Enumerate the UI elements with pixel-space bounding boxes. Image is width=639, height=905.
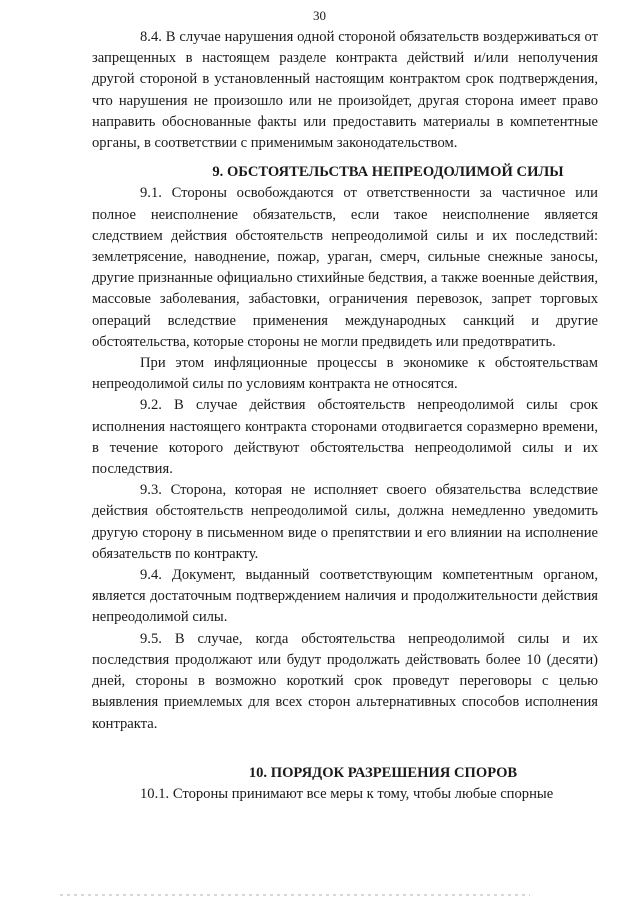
section-10-heading: 10. ПОРЯДОК РАЗРЕШЕНИЯ СПОРОВ <box>248 764 518 781</box>
paragraph-9-1: 9.1. Стороны освобождаются от ответственности за частичное или полное неисполнение обязательств, если такое неисполнение является следствием действия обстоятельств непреодолимой силы и их последствий: землетрясение, наводнение, пожар, ураган, смерч, сильные снежные заносы, другие признанные официально стихийные бедствия, а также военные действия, массовые заболевания, забастовки, ограничения перевозок, запрет торговых операций вследствие применения международных санкций и другие обстоятельства, которые стороны не могли предвидеть или предотвратить. <box>92 185 598 350</box>
paragraph-8-4: 8.4. В случае нарушения одной стороной обязательств воздерживаться от запрещенных в настоящем разделе контракта действий и/или неполучения другой стороной в установленный настоящим контрактом срок подтверждения, что нарушения не произошло или не произойдет, другая сторона имеет право направить обоснованные факты или предоставить материалы в компетентные органы, в соответствии с применимым законодательством. <box>92 29 598 152</box>
paragraph-9-1-inflation: При этом инфляционные процессы в экономике к обстоятельствам непреодолимой силы по условиям контракта не относятся. <box>92 355 598 393</box>
document-body <box>92 27 598 805</box>
paragraph-10-1: 10.1. Стороны принимают все меры к тому, чтобы любые спорные <box>140 785 554 802</box>
section-9-heading: 9. ОБСТОЯТЕЛЬСТВА НЕПРЕОДОЛИМОЙ СИЛЫ <box>212 164 564 181</box>
paragraph-9-5: 9.5. В случае, когда обстоятельства непреодолимой силы и их последствия продолжают или будут продолжать действовать более 10 (десяти) дней, стороны в возможно короткий срок проведут переговоры с целью выявления приемлемых для всех сторон альтернативных способов исполнения контракта. <box>92 630 598 732</box>
scan-edge-line <box>60 894 530 896</box>
paragraph-9-3: 9.3. Сторона, которая не исполняет своего обязательства вследствие действия обстоятельств непреодолимой силы, должна немедленно уведомить другую сторону в письменном виде о препятствии и его влиянии на исполнение обязательств по контракту. <box>92 482 598 562</box>
paragraph-9-2: 9.2. В случае действия обстоятельств непреодолимой силы срок исполнения настоящего контракта сторонами отодвигается соразмерно времени, в течение которого действуют обстоятельства непреодолимой силы и их последствия. <box>92 397 598 478</box>
paragraph-9-4: 9.4. Документ, выданный соответствующим компетентным органом, является достаточным подтверждением наличия и продолжительности действия непреодолимой силы. <box>92 567 598 626</box>
page-number: 30 <box>313 8 326 23</box>
